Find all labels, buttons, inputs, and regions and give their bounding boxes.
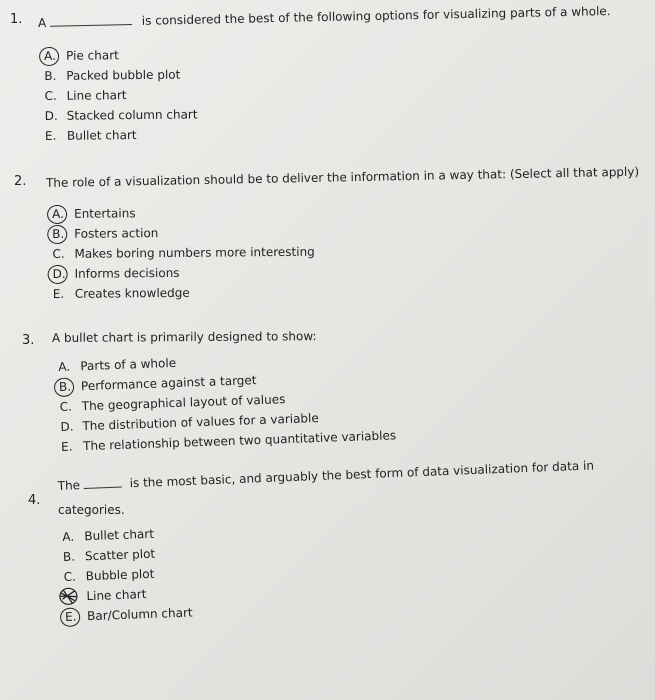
stem-suffix: is the most basic, and arguably the best form of data visualization for data in	[129, 458, 595, 491]
option-letter: A.	[52, 206, 64, 221]
answer-circle	[47, 205, 67, 224]
question-4	[0, 455, 655, 655]
option-text: Scatter plot	[84, 546, 156, 564]
option-text: Bullet chart	[66, 128, 137, 143]
question-3	[0, 320, 655, 460]
option-text: Makes boring numbers more interesting	[74, 244, 315, 261]
question-stem	[38, 4, 611, 30]
answer-circle	[47, 225, 67, 244]
option-letter: E.	[44, 128, 57, 143]
option-text: Pie chart	[66, 48, 119, 63]
scribbled-circle-mark	[58, 586, 79, 606]
option-text: Packed bubble plot	[66, 67, 181, 83]
option-letter: C.	[44, 88, 57, 103]
option-letter: A.	[62, 529, 75, 544]
options-list	[44, 44, 198, 146]
option-e	[65, 603, 193, 627]
question-stem: A bullet chart is primarily designed to show:	[51, 329, 317, 345]
option-letter: C.	[52, 246, 65, 261]
question-stem	[57, 458, 594, 493]
question-2	[0, 160, 655, 310]
answer-circle	[39, 47, 59, 66]
option-text: Creates knowledge	[74, 285, 190, 301]
stem-suffix: is considered the best of the following options for visualizing parts of a whole.	[141, 4, 611, 28]
option-letter: C.	[63, 569, 77, 584]
option-text: The relationship between two quantitative variables	[82, 428, 397, 454]
option-letter: B.	[58, 379, 72, 394]
answer-blank	[84, 487, 122, 489]
option-text: Bubble plot	[85, 566, 155, 584]
answer-blank	[50, 24, 132, 27]
question-number: 3.	[22, 333, 35, 348]
option-d	[45, 104, 198, 126]
option-letter: E.	[60, 439, 73, 454]
option-c	[44, 84, 197, 106]
option-letter: B.	[62, 549, 76, 564]
question-1	[0, 0, 655, 160]
option-letter: A.	[58, 359, 71, 374]
option-text: The geographical layout of values	[81, 392, 286, 414]
option-text: Bar/Column chart	[86, 605, 193, 624]
option-d	[53, 262, 316, 284]
option-text: Stacked column chart	[66, 107, 198, 123]
option-c	[52, 242, 315, 264]
option-a	[44, 44, 197, 66]
answer-circle	[48, 265, 68, 284]
option-text: Parts of a whole	[80, 355, 177, 374]
option-letter: E.	[52, 286, 65, 301]
option-b	[52, 222, 315, 244]
question-number: 1.	[10, 12, 23, 27]
option-text: Informs decisions	[74, 265, 180, 281]
question-number: 4.	[28, 493, 41, 508]
question-stem: The role of a visualization should be to deliver the information in a way that: (Select all that apply)	[45, 164, 640, 190]
option-text: Bullet chart	[84, 526, 155, 544]
stem-prefix: The	[57, 478, 81, 493]
option-text: Performance against a target	[80, 373, 257, 394]
question-stem-line2: categories.	[58, 503, 125, 517]
options-list	[52, 202, 315, 304]
option-letter: B.	[44, 68, 57, 83]
option-text: The distribution of values for a variable	[82, 410, 319, 434]
option-letter: B.	[52, 226, 65, 241]
option-text: Line chart	[66, 88, 127, 103]
options-list	[58, 345, 396, 457]
option-letter: D.	[52, 266, 66, 281]
option-text: Line chart	[86, 587, 147, 604]
options-list	[62, 523, 193, 627]
stem-prefix: A	[37, 15, 47, 30]
option-e	[45, 124, 198, 146]
option-text: Entertains	[74, 206, 136, 221]
option-a	[52, 202, 315, 224]
option-letter: D.	[60, 419, 74, 434]
option-letter: C.	[59, 399, 73, 414]
option-letter: D.	[44, 108, 58, 123]
option-e	[53, 282, 316, 304]
option-b	[44, 64, 197, 86]
option-letter: E.	[64, 609, 77, 624]
option-letter: A.	[44, 48, 56, 63]
option-text: Fosters action	[74, 226, 159, 241]
question-number: 2.	[14, 174, 27, 189]
